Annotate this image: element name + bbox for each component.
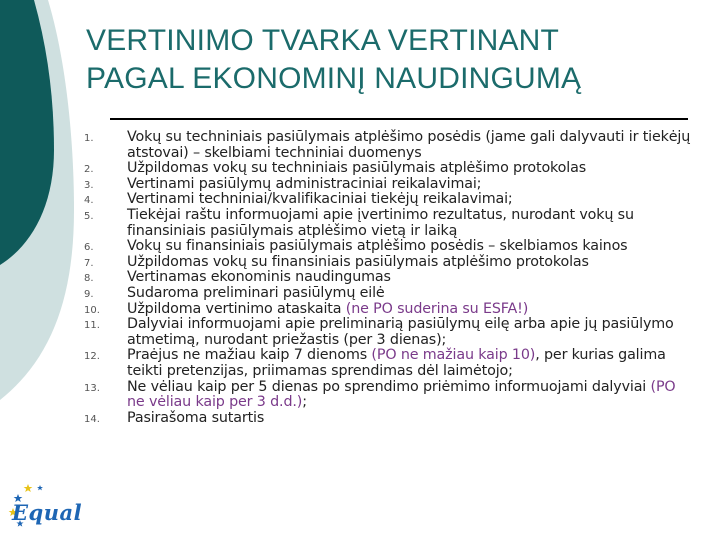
item-text: Užpildomas vokų su finansiniais pasiūlymais atplėšimo protokolas [127,253,589,270]
title-divider [110,118,688,120]
item-number: 5. [84,210,94,222]
item-text: Užpildomas vokų su techniniais pasiūlymais atplėšimo protokolas [127,160,586,177]
title-line-2: PAGAL EKONOMINĮ NAUDINGUMĄ [86,62,582,95]
item-number: 8. [84,273,94,285]
item-text: Pasirašoma sutartis [127,409,265,426]
slide-title [86,22,696,98]
list-item [84,411,694,427]
item-number: 6. [84,242,94,254]
list-item [84,380,694,411]
item-text: Tiekėjai raštu informuojami apie įvertinimo rezultatus, nurodant vokų su finansiniais pasiūlymais atplėšimo vietą ir laiką [127,206,634,239]
item-number: 11. [84,320,100,332]
item-text: Vertinamas ekonominis naudingumas [127,269,391,286]
list-item [84,255,694,271]
list-item [84,208,694,239]
item-number: 12. [84,351,100,363]
item-text-tail: ; [302,394,307,411]
item-number: 4. [84,195,94,207]
item-number: 14. [84,413,100,425]
item-number: 10. [84,304,100,316]
item-number: 7. [84,257,94,269]
item-text: Vokų su finansiniais pasiūlymais atplėšimo posėdis – skelbiamos kainos [127,238,628,255]
item-text-main: Užpildoma vertinimo ataskaita [127,300,346,317]
item-text [127,380,694,411]
title-line-1: VERTINIMO TVARKA VERTINANT [86,24,560,57]
procedure-list [84,130,694,426]
item-number: 9. [84,288,94,300]
item-number: 2. [84,164,94,176]
item-text: Sudaroma preliminari pasiūlymų eilė [127,284,385,301]
list-item [84,302,694,318]
item-text [127,302,694,318]
list-item [84,192,694,208]
item-number: 3. [84,179,94,191]
item-text: Vokų su techniniais pasiūlymais atplėšimo posėdis (jame gali dalyvauti ir tiekėjų atstovai) – skelbiami techniniai duomenys [127,129,691,161]
list-item [84,130,694,161]
item-text-tail: , per kurias galima teikti pretenzijas, priimamas sprendimas dėl laimėtojo; [127,347,666,379]
list-item [84,317,694,348]
list-item [84,286,694,302]
item-text: Vertinami pasiūlymų administraciniai reikalavimai; [127,175,482,192]
item-text: Vertinami techniniai/kvalifikaciniai tiekėjų reikalavimai; [127,191,513,208]
decorative-side-shapes [0,0,83,540]
list-item [84,348,694,379]
list-item [84,161,694,177]
item-text: Dalyviai informuojami apie preliminarią pasiūlymų eilę arba apie jų pasiūlymo atmetimą, nurodant priežastis (per 3 dienas); [127,316,674,348]
item-text-main: Ne vėliau kaip per 5 dienas po sprendimo priėmimo informuojami dalyviai [127,378,651,395]
list-item [84,270,694,286]
item-highlight: (PO ne vėliau kaip per 3 d.d.) [127,378,676,411]
item-text-main: Praėjus ne mažiau kaip 7 dienoms [127,347,372,364]
item-number: 13. [84,382,100,394]
item-number: 1. [84,133,94,144]
list-item [84,239,694,255]
list-item [84,177,694,193]
item-highlight: (PO ne mažiau kaip 10) [371,347,536,364]
item-text [127,348,694,379]
item-highlight: (ne PO suderina su ESFA!) [345,300,529,317]
equal-logo-text: Equal [12,500,83,525]
